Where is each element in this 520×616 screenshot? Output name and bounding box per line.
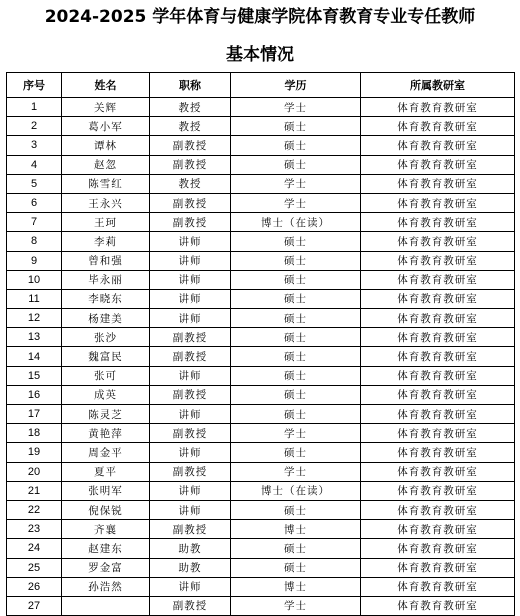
table-row (7, 462, 515, 481)
row-dept: 体育教育教研室 (361, 577, 515, 596)
table-row (7, 347, 515, 366)
row-name: 孙浩然 (62, 577, 150, 596)
row-index: 4 (7, 155, 62, 174)
row-rank: 副教授 (150, 596, 231, 615)
row-index: 1 (7, 98, 62, 117)
row-rank: 教授 (150, 98, 231, 117)
table-row (7, 309, 515, 328)
row-rank: 副教授 (150, 213, 231, 232)
row-rank: 讲师 (150, 251, 231, 270)
row-index: 2 (7, 117, 62, 136)
row-degree: 硕士 (231, 289, 361, 308)
table-row (7, 539, 515, 558)
row-name: 陈雪红 (62, 174, 150, 193)
row-dept: 体育教育教研室 (361, 462, 515, 481)
row-degree: 博士 (231, 520, 361, 539)
row-name (62, 596, 150, 615)
row-name: 李莉 (62, 232, 150, 251)
row-dept: 体育教育教研室 (361, 289, 515, 308)
row-name: 齐襄 (62, 520, 150, 539)
row-degree: 硕士 (231, 443, 361, 462)
row-index: 12 (7, 309, 62, 328)
row-rank: 助教 (150, 558, 231, 577)
row-dept: 体育教育教研室 (361, 117, 515, 136)
row-index: 26 (7, 577, 62, 596)
row-degree: 硕士 (231, 347, 361, 366)
row-dept: 体育教育教研室 (361, 328, 515, 347)
row-index: 24 (7, 539, 62, 558)
row-rank: 讲师 (150, 270, 231, 289)
table-row (7, 270, 515, 289)
row-index: 21 (7, 481, 62, 500)
row-dept: 体育教育教研室 (361, 424, 515, 443)
table-row (7, 558, 515, 577)
row-index: 6 (7, 193, 62, 212)
row-dept: 体育教育教研室 (361, 366, 515, 385)
row-dept: 体育教育教研室 (361, 136, 515, 155)
row-index: 15 (7, 366, 62, 385)
row-degree: 学士 (231, 174, 361, 193)
header-name: 姓名 (62, 73, 150, 98)
row-degree: 硕士 (231, 366, 361, 385)
row-degree: 硕士 (231, 117, 361, 136)
row-index: 3 (7, 136, 62, 155)
row-dept: 体育教育教研室 (361, 232, 515, 251)
row-degree: 硕士 (231, 155, 361, 174)
row-rank: 副教授 (150, 328, 231, 347)
row-degree: 学士 (231, 98, 361, 117)
row-dept: 体育教育教研室 (361, 500, 515, 519)
row-index: 17 (7, 405, 62, 424)
row-name: 葛小军 (62, 117, 150, 136)
row-dept: 体育教育教研室 (361, 558, 515, 577)
row-index: 25 (7, 558, 62, 577)
teacher-table (6, 72, 515, 616)
table-row (7, 117, 515, 136)
row-dept: 体育教育教研室 (361, 520, 515, 539)
row-name: 谭林 (62, 136, 150, 155)
row-rank: 助教 (150, 539, 231, 558)
table-row (7, 500, 515, 519)
row-degree: 学士 (231, 424, 361, 443)
row-degree: 硕士 (231, 251, 361, 270)
row-name: 曾和强 (62, 251, 150, 270)
row-dept: 体育教育教研室 (361, 309, 515, 328)
row-degree: 硕士 (231, 328, 361, 347)
row-rank: 讲师 (150, 405, 231, 424)
row-index: 20 (7, 462, 62, 481)
table-row (7, 98, 515, 117)
table-row (7, 596, 515, 615)
header-rank: 职称 (150, 73, 231, 98)
row-index: 7 (7, 213, 62, 232)
row-degree: 硕士 (231, 136, 361, 155)
row-dept: 体育教育教研室 (361, 213, 515, 232)
row-rank: 讲师 (150, 309, 231, 328)
row-dept: 体育教育教研室 (361, 174, 515, 193)
row-dept: 体育教育教研室 (361, 251, 515, 270)
row-name: 成英 (62, 385, 150, 404)
table-row (7, 443, 515, 462)
row-name: 关辉 (62, 98, 150, 117)
row-rank: 副教授 (150, 347, 231, 366)
row-name: 周金平 (62, 443, 150, 462)
row-rank: 副教授 (150, 520, 231, 539)
row-dept: 体育教育教研室 (361, 98, 515, 117)
row-index: 27 (7, 596, 62, 615)
row-index: 16 (7, 385, 62, 404)
row-name: 李晓东 (62, 289, 150, 308)
row-index: 5 (7, 174, 62, 193)
table-row (7, 155, 515, 174)
row-dept: 体育教育教研室 (361, 596, 515, 615)
row-rank: 教授 (150, 174, 231, 193)
row-rank: 副教授 (150, 462, 231, 481)
row-dept: 体育教育教研室 (361, 443, 515, 462)
row-name: 张沙 (62, 328, 150, 347)
row-index: 22 (7, 500, 62, 519)
row-index: 23 (7, 520, 62, 539)
row-dept: 体育教育教研室 (361, 193, 515, 212)
table-row (7, 251, 515, 270)
row-rank: 讲师 (150, 366, 231, 385)
table-row (7, 385, 515, 404)
row-name: 赵忽 (62, 155, 150, 174)
document-title: 2024-2025 学年体育与健康学院体育教育专业专任教师 (44, 7, 476, 27)
row-dept: 体育教育教研室 (361, 347, 515, 366)
row-name: 倪保锐 (62, 500, 150, 519)
row-dept: 体育教育教研室 (361, 270, 515, 289)
row-dept: 体育教育教研室 (361, 405, 515, 424)
header-degree: 学历 (231, 73, 361, 98)
row-name: 黄艳萍 (62, 424, 150, 443)
row-name: 毕永丽 (62, 270, 150, 289)
row-name: 张明军 (62, 481, 150, 500)
row-degree: 硕士 (231, 232, 361, 251)
table-row (7, 520, 515, 539)
row-degree: 学士 (231, 462, 361, 481)
table-header-row (7, 73, 515, 98)
row-rank: 讲师 (150, 500, 231, 519)
row-index: 9 (7, 251, 62, 270)
row-name: 杨建美 (62, 309, 150, 328)
row-index: 10 (7, 270, 62, 289)
header-index: 序号 (7, 73, 62, 98)
document-subtitle: 基本情况 (226, 45, 294, 65)
row-rank: 教授 (150, 117, 231, 136)
row-dept: 体育教育教研室 (361, 155, 515, 174)
row-degree: 硕士 (231, 405, 361, 424)
row-degree: 学士 (231, 596, 361, 615)
row-rank: 讲师 (150, 481, 231, 500)
row-rank: 副教授 (150, 385, 231, 404)
row-dept: 体育教育教研室 (361, 539, 515, 558)
table-row (7, 328, 515, 347)
row-degree: 硕士 (231, 385, 361, 404)
row-index: 19 (7, 443, 62, 462)
row-name: 张可 (62, 366, 150, 385)
table-row (7, 213, 515, 232)
row-dept: 体育教育教研室 (361, 481, 515, 500)
row-rank: 讲师 (150, 289, 231, 308)
table-row (7, 193, 515, 212)
row-rank: 副教授 (150, 136, 231, 155)
row-index: 18 (7, 424, 62, 443)
row-rank: 讲师 (150, 232, 231, 251)
row-name: 赵建东 (62, 539, 150, 558)
table-row (7, 174, 515, 193)
row-degree: 博士（在读） (231, 213, 361, 232)
table-row (7, 289, 515, 308)
row-index: 11 (7, 289, 62, 308)
row-degree: 学士 (231, 193, 361, 212)
row-rank: 讲师 (150, 577, 231, 596)
row-name: 王珂 (62, 213, 150, 232)
row-degree: 硕士 (231, 270, 361, 289)
row-degree: 硕士 (231, 558, 361, 577)
row-rank: 副教授 (150, 424, 231, 443)
row-degree: 博士 (231, 577, 361, 596)
table-row (7, 424, 515, 443)
table-row (7, 481, 515, 500)
row-index: 8 (7, 232, 62, 251)
table-row (7, 136, 515, 155)
row-rank: 副教授 (150, 155, 231, 174)
row-name: 魏富民 (62, 347, 150, 366)
row-name: 王永兴 (62, 193, 150, 212)
row-degree: 硕士 (231, 500, 361, 519)
row-name: 夏平 (62, 462, 150, 481)
row-rank: 副教授 (150, 193, 231, 212)
row-name: 陈灵芝 (62, 405, 150, 424)
row-index: 14 (7, 347, 62, 366)
table-row (7, 405, 515, 424)
table-row (7, 577, 515, 596)
table-row (7, 232, 515, 251)
row-degree: 博士（在读） (231, 481, 361, 500)
row-name: 罗金富 (62, 558, 150, 577)
table-row (7, 366, 515, 385)
header-dept: 所属教研室 (361, 73, 515, 98)
row-index: 13 (7, 328, 62, 347)
row-degree: 硕士 (231, 309, 361, 328)
row-degree: 硕士 (231, 539, 361, 558)
row-rank: 讲师 (150, 443, 231, 462)
row-dept: 体育教育教研室 (361, 385, 515, 404)
